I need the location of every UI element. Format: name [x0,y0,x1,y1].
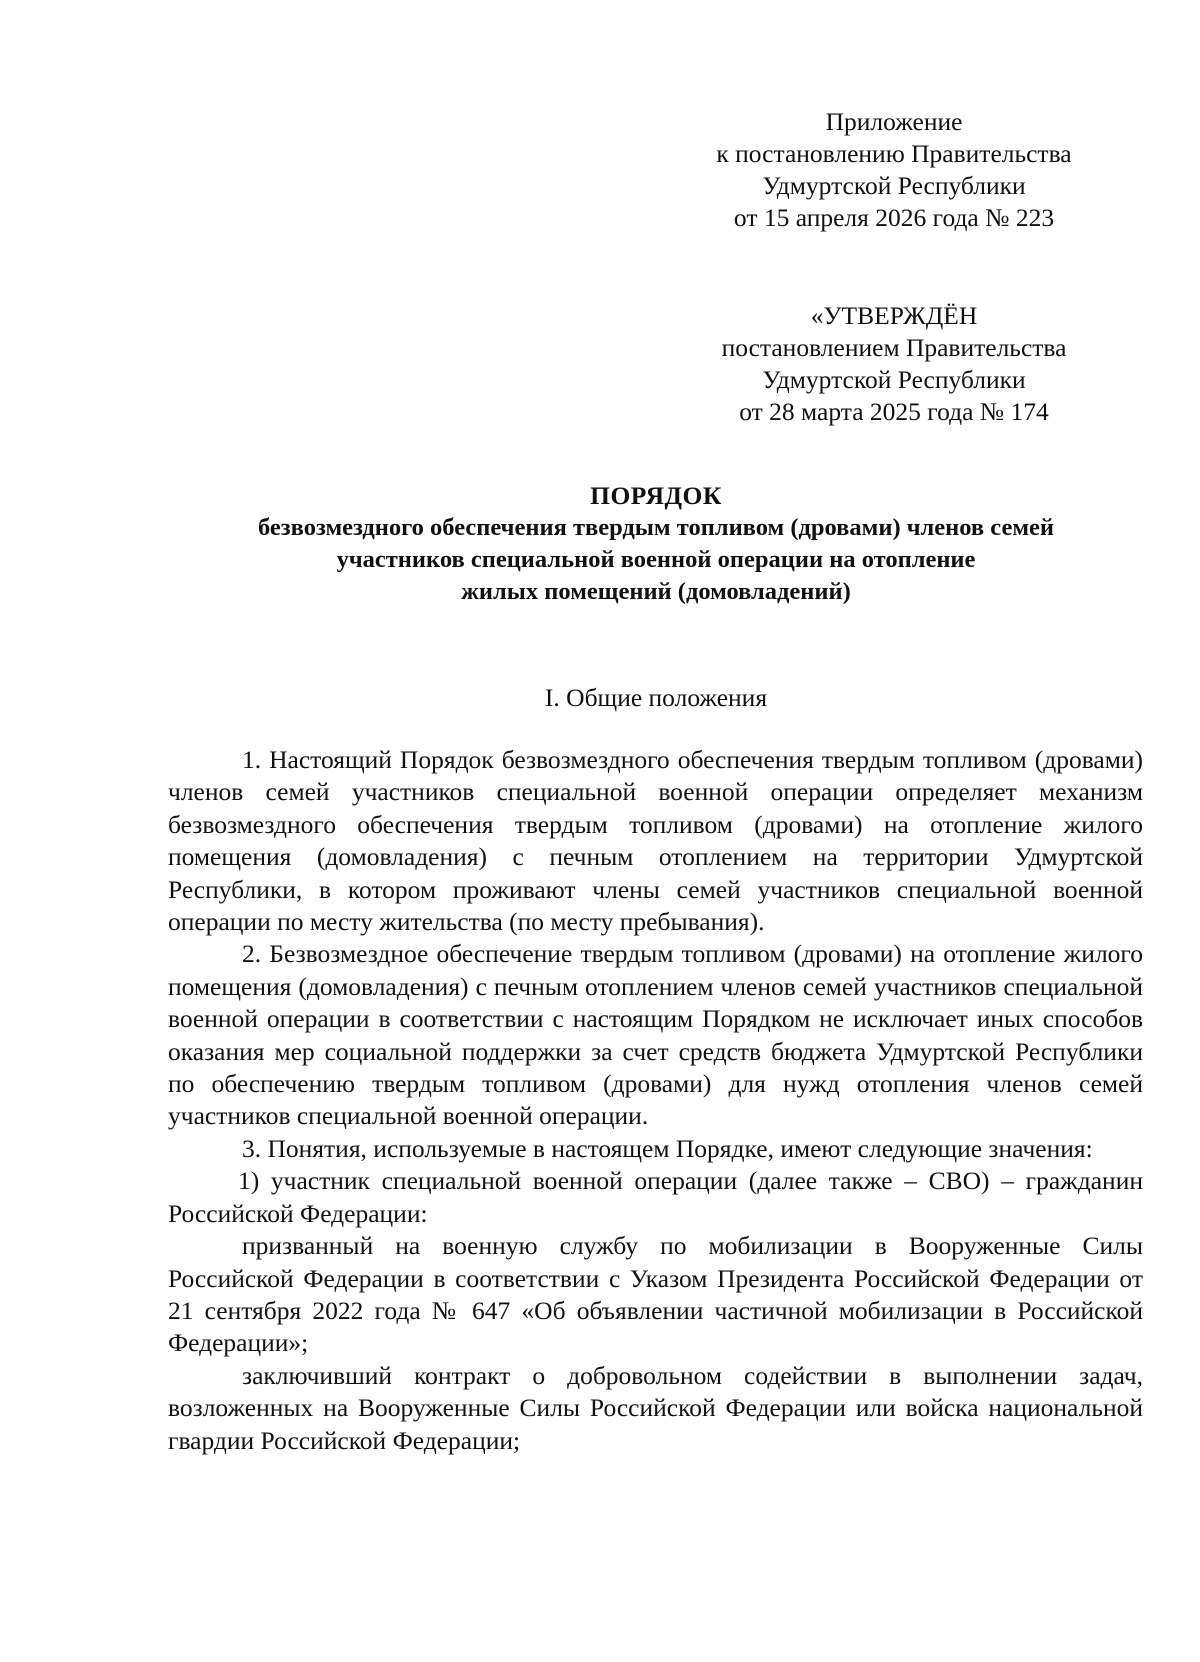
section-heading: I. Общие положения [544,683,768,712]
paragraph-3: 3. Понятия, используемые в настоящем Порядке, имеют следующие значения: [242,1133,1093,1163]
approval-line-1: «УТВЕРЖДЁН [810,301,978,330]
paragraph-3-item-1-sub-2: заключивший контракт о добровольном содействии в выполнении задач, возложенных на Вооруженные Силы Российской Федерации или войска национальной гвардии Российской Федерации; [168,1360,1143,1455]
document-title-block [160,480,1152,608]
appendix-line-1: Приложение [825,107,963,136]
paragraph-1: 1. Настоящий Порядок безвозмездного обеспечения твердым топливом (дровами) членов семей участников специальной военной операции определяет механизм безвозмездного обеспечения твердым топливом (дровами) на отопление жилого помещения (домовладения) с печным отоплением на территории Удмуртской Республики, в котором проживают члены семей участников специальной военной операции по месту жительства (по месту пребывания). [168,745,1143,937]
approval-line-2: постановлением Правительства [721,333,1067,362]
document-title: ПОРЯДОК [590,481,722,510]
document-subtitle-line-2: участников специальной военной операции на отопление [336,546,976,573]
approval-line-3: Удмуртской Республики [762,365,1026,394]
paragraph-3-item-1: 1) участник специальной военной операции (далее также – СВО) – гражданин Российской Федерации: [168,1166,1143,1228]
paragraph-3-item-1-sub-1: призванный на военную службу по мобилизации в Вооруженные Силы Российской Федерации в соответствии с Указом Президента Российской Федерации от 21 сентября 2022 года № 647 «Об объявлении частичной мобилизации в Российской Федерации»; [168,1231,1143,1358]
appendix-line-3: Удмуртской Республики [762,171,1026,200]
document-subtitle-line-3: жилых помещений (домовладений) [461,578,851,605]
approval-line-4: от 28 марта 2025 года № 174 [739,397,1049,426]
paragraph-2: 2. Безвозмездное обеспечение твердым топливом (дровами) на отопление жилого помещения (домовладения) с печным отоплением членов семей участников специальной военной операции в соответствии с настоящим Порядком не исключает иных способов оказания мер социальной поддержки за счет средств бюджета Удмуртской Республики по обеспечению твердым топливом (дровами) для нужд отопления членов семей участников специальной военной операции. [168,939,1143,1131]
document-subtitle-line-1: безвозмездного обеспечения твердым топливом (дровами) членов семей [257,514,1055,541]
appendix-line-2: к постановлению Правительства [716,139,1072,168]
approval-stamp [664,300,1124,428]
appendix-line-4: от 15 апреля 2026 года № 223 [733,203,1055,232]
document-body [168,744,1143,1457]
appendix-header [664,106,1124,234]
